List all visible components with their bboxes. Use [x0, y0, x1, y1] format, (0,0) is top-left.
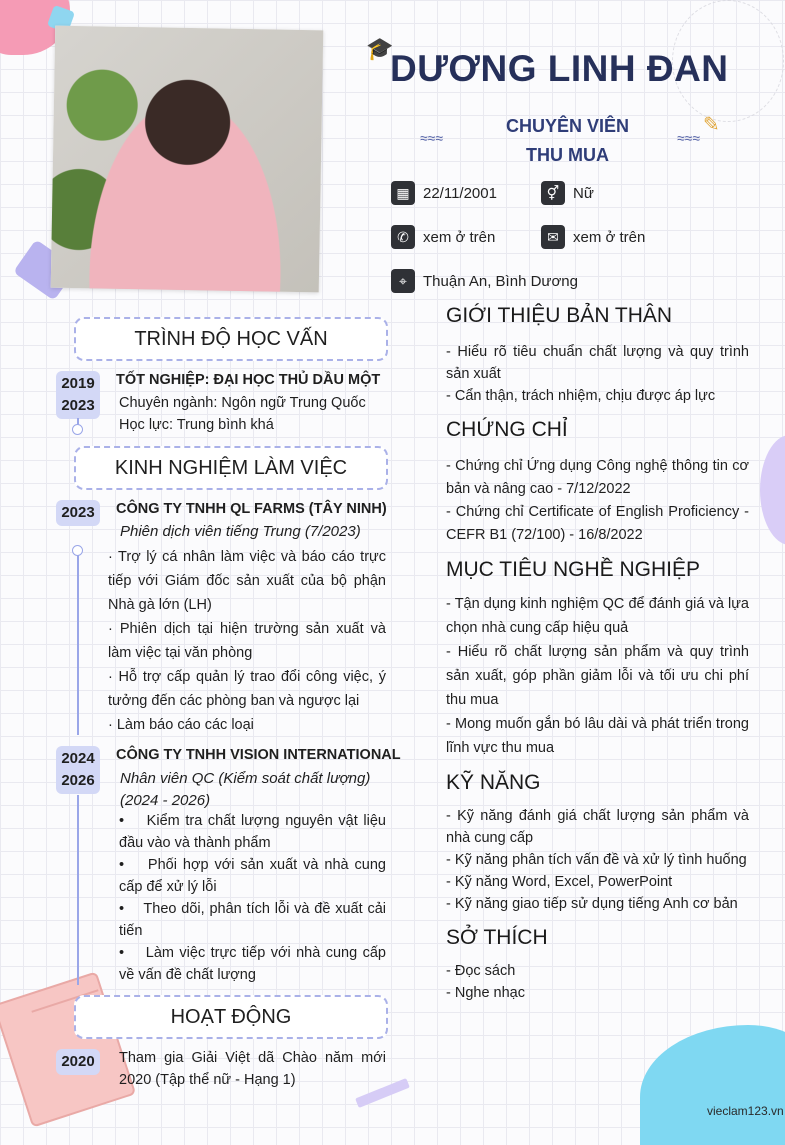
skill-line: - Kỹ năng Word, Excel, PowerPoint [446, 874, 673, 890]
certificates-heading: CHỨNG CHỈ [446, 418, 568, 441]
gender-icon: ⚥ [541, 181, 565, 205]
certificate-line: - Chứng chỉ Ứng dụng Công nghệ thông tin cơ bản và nâng cao - 7/12/2022 [446, 458, 749, 497]
job1-company: CÔNG TY TNHH QL FARMS (TÂY NINH) [116, 501, 387, 517]
location-icon: ⌖ [391, 269, 415, 293]
goal-line: - Mong muốn gắn bó lâu dài và phát triển trong lĩnh vực thu mua [446, 716, 749, 756]
job1-duties [108, 545, 386, 737]
skills-heading: KỸ NĂNG [446, 771, 541, 794]
certificate-line: - Chứng chỉ Certificate of English Proficiency - CEFR B1 (72/100) - 16/8/2022 [446, 504, 749, 543]
education-year [56, 371, 100, 419]
decorative-blob-purple [760, 435, 785, 545]
job1-duty: · Phiên dịch tại hiện trường sản xuất và làm việc tại văn phòng [108, 621, 386, 661]
address-text: Thuận An, Bình Dương [423, 273, 578, 290]
goal-line: - Tận dụng kinh nghiệm QC để đánh giá và lựa chọn nhà cung cấp hiệu quả [446, 596, 749, 636]
education-heading: TRÌNH ĐỘ HỌC VẤN [74, 317, 388, 361]
job2-year [56, 746, 100, 794]
experience-heading: KINH NGHIỆM LÀM VIỆC [74, 446, 388, 490]
gender-text: Nữ [573, 185, 594, 202]
hobby-line: - Nghe nhạc [446, 985, 525, 1001]
job2-duty: • Phối hợp với sản xuất và nhà cung cấp để xử lý lỗi [119, 857, 386, 895]
calendar-icon: ▦ [391, 181, 415, 205]
candidate-name: DƯƠNG LINH ĐAN [390, 48, 729, 89]
skill-line: - Kỹ năng phân tích vấn đề và xử lý tình huống [446, 852, 747, 868]
job2-duty: • Làm việc trực tiếp với nhà cung cấp về vấn đề chất lượng [119, 945, 386, 983]
hobby-line: - Đọc sách [446, 963, 516, 979]
intro-heading: GIỚI THIỆU BẢN THÂN [446, 304, 673, 327]
job1-duty: · Làm báo cáo các loại [108, 717, 254, 733]
activity-year: 2020 [56, 1049, 100, 1075]
job2-duties [119, 810, 386, 986]
timeline-dot [72, 424, 83, 435]
birthday-text: 22/11/2001 [423, 185, 497, 202]
education-year-start: 2019 [61, 375, 95, 392]
job2-year-end: 2026 [61, 772, 95, 789]
job2-company: CÔNG TY TNHH VISION INTERNATIONAL [116, 747, 401, 763]
job1-role: Phiên dịch viên tiếng Trung (7/2023) [120, 523, 361, 540]
phone-text: xem ở trên [423, 229, 496, 246]
profile-photo [51, 26, 324, 293]
education-grade: Học lực: Trung bình khá [119, 417, 274, 433]
timeline-line [77, 795, 79, 985]
job2-duty-text: Làm việc trực tiếp với nhà cung cấp về vấn đề chất lượng [119, 945, 386, 983]
job2-duty: • Kiểm tra chất lượng nguyên vật liệu đầu vào và thành phẩm [119, 813, 386, 851]
skill-line: - Kỹ năng đánh giá chất lượng sản phẩm và nhà cung cấp [446, 808, 749, 846]
job1-duty: · Trợ lý cá nhân làm việc và báo cáo trực tiếp với Giám đốc sản xuất của bộ phận Nhà gà lớn (LH) [108, 549, 386, 613]
goals-heading: MỤC TIÊU NGHỀ NGHIỆP [446, 558, 700, 581]
intro-line: - Cẩn thận, trách nhiệm, chịu được áp lực [446, 388, 716, 404]
job-title-line1: CHUYÊN VIÊN [505, 116, 630, 136]
job2-duty-text: Phối hợp với sản xuất và nhà cung cấp để xử lý lỗi [119, 857, 386, 895]
email-icon: ✉ [541, 225, 565, 249]
education-school: TỐT NGHIỆP: ĐẠI HỌC THỦ DẦU MỘT [116, 372, 381, 388]
job2-duty-text: Theo dõi, phân tích lỗi và đề xuất cải tiến [119, 901, 386, 939]
pencil-icon: ✎ [703, 114, 720, 136]
wave-decoration-left: ≈≈≈ [420, 130, 444, 146]
education-major: Chuyên ngành: Ngôn ngữ Trung Quốc [119, 395, 366, 411]
job2-year-start: 2024 [61, 750, 95, 767]
activities-heading: HOẠT ĐỘNG [74, 995, 388, 1039]
job1-year: 2023 [56, 500, 100, 526]
profile-photo-image [51, 26, 324, 293]
job-title [490, 112, 645, 170]
goal-line: - Hiểu rõ chất lượng sản phẩm và quy trình sản xuất, góp phần giảm lỗi và tối ưu chi phí thu mua [446, 644, 749, 708]
job-title-line2: THU MUA [526, 145, 609, 165]
right-column [446, 304, 749, 1004]
job2-duty-text: Kiểm tra chất lượng nguyên vật liệu đầu vào và thành phẩm [119, 813, 386, 851]
wave-decoration-right: ≈≈≈ [677, 130, 701, 146]
decorative-blob-blue [640, 1025, 785, 1145]
job2-duty: • Theo dõi, phân tích lỗi và đề xuất cải tiến [119, 901, 386, 939]
activity-text: Tham gia Giải Việt dã Chào năm mới 2020 (Tập thể nữ - Hạng 1) [119, 1050, 386, 1088]
hobbies-heading: SỞ THÍCH [446, 926, 548, 949]
education-year-end: 2023 [61, 397, 95, 414]
phone-icon: ✆ [391, 225, 415, 249]
job2-role: Nhân viên QC (Kiểm soát chất lượng) (2024 - 2026) [120, 770, 371, 809]
graduation-cap-icon: 🎓 [366, 36, 394, 61]
timeline-line [77, 555, 79, 735]
skill-line: - Kỹ năng giao tiếp sử dụng tiếng Anh cơ bản [446, 896, 738, 912]
job1-duty: · Hỗ trợ cấp quản lý trao đổi công việc, ý tưởng đến các phòng ban và ngược lại [108, 669, 386, 709]
intro-line: - Hiểu rõ tiêu chuẩn chất lượng và quy trình sản xuất [446, 344, 749, 382]
email-text: xem ở trên [573, 229, 646, 246]
site-watermark: vieclam123.vn [707, 1104, 784, 1118]
